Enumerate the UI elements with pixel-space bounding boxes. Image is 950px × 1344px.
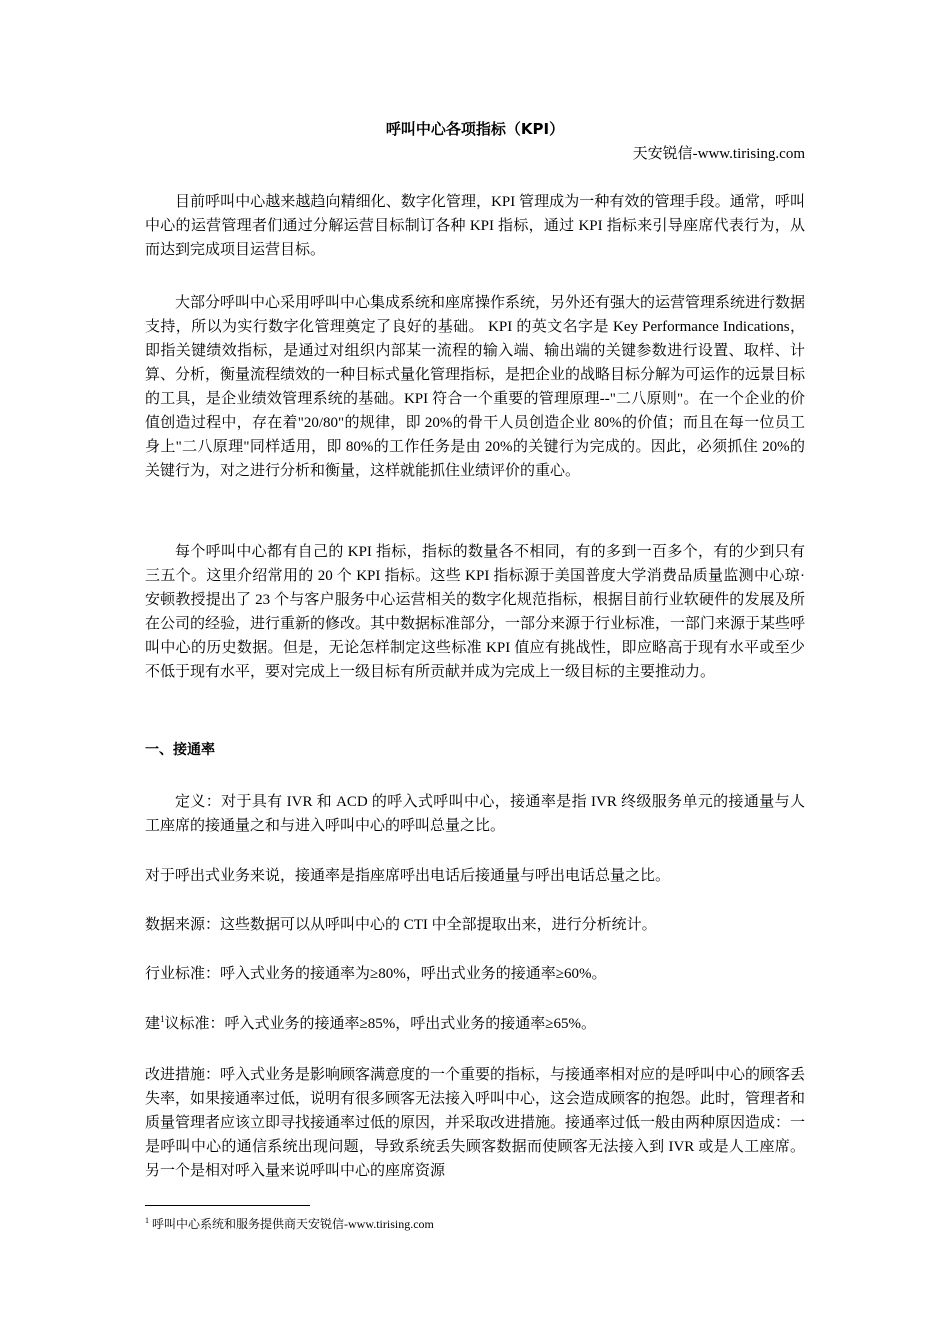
author-line: 天安锐信-www.tirising.com [632,146,805,162]
kpi-overview-paragraph: 每个呼叫中心都有自己的 KPI 指标，指标的数量各不相同，有的多到一百多个，有的少到只有三五个。这里介绍常用的 20 个 KPI 指标。这些 KPI 指标源于美国普度大学消费品质量监测中心琼·安顿教授提出了 23 个与客户服务中心运营相关的数字化规范指标，根据目前行业软硬件的发展及所在公司的经验，进行重新的修改。其中数据标准部分，一部分来源于行业标准，一部门来源于某些呼叫中心的历史数据。但是，无论怎样制定这些标准 KPI 值应有挑战性，即应略高于现有水平或至少不低于现有水平，要对完成上一级目标有所贡献并成为完成上一级目标的主要推动力。 [145,544,806,680]
suggested-standard-prefix: 建 [145,1016,161,1032]
improvement-paragraph: 改进措施：呼入式业务是影响顾客满意度的一个重要的指标，与接通率相对应的是呼叫中心的顾客丢失率，如果接通率过低，说明有很多顾客无法接入呼叫中心，这会造成顾客的抱怨。此时，管理者和质量管理者应该立即寻找接通率过低的原因，并采取改进措施。接通率过低一般由两种原因造成：一是呼叫中心的通信系统出现问题，导致系统丢失顾客数据而使顾客无法接入到 IVR 或是人工座席。另一个是相对呼入量来说呼叫中心的座席资源 [145,1067,806,1179]
suggested-standard-text: 议标准：呼入式业务的接通率≥85%，呼出式业务的接通率≥65%。 [164,1016,596,1032]
suggested-standard-paragraph [145,1012,805,1036]
footnote-text: 呼叫中心系统和服务提供商天安锐信-www.tirising.com [152,1217,434,1231]
intro-paragraph: 目前呼叫中心越来越趋向精细化、数字化管理，KPI 管理成为一种有效的管理手段。通常，呼叫中心的运营管理者们通过分解运营目标制订各种 KPI 指标，通过 KPI 指标来引导座席代表行为，从而达到完成项目运营目标。 [145,194,805,258]
footnote-reference: 1 [160,1014,165,1024]
industry-standard-paragraph: 行业标准：呼入式业务的接通率为≥80%，呼出式业务的接通率≥60%。 [145,966,607,982]
section-heading: 一、接通率 [145,742,215,758]
outbound-paragraph: 对于呼出式业务来说，接通率是指座席呼出电话后接通量与呼出电话总量之比。 [145,868,671,884]
footnote [145,1212,434,1233]
footnote-divider [145,1205,310,1206]
document-title: 呼叫中心各项指标（KPI） [385,120,565,138]
footnote-mark: 1 [145,1216,149,1225]
kpi-definition-paragraph: 大部分呼叫中心采用呼叫中心集成系统和座席操作系统，另外还有强大的运营管理系统进行数据支持，所以为实行数字化管理奠定了良好的基础。 KPI 的英文名字是 Key Performance Indications，即指关键绩效指标，是通过对组织内部某一流程的输入端、输出端的关键参数进行设置、取样、计算、分析，衡量流程绩效的一种目标式量化管理指标，是把企业的战略目标分解为可运作的远景目标的工具，是企业绩效管理系统的基础。KPI 符合一个重要的管理原理--"二八原则"。在一个企业的价值创造过程中，存在着"20/80"的规律，即 20%的骨干人员创造企业 80%的价值；而且在每一位员工身上"二八原理"同样适用，即 80%的工作任务是由 20%的关键行为完成的。因此，必须抓住 20%的关键行为，对之进行分析和衡量，这样就能抓住业绩评价的重心。 [145,295,806,479]
data-source-paragraph: 数据来源：这些数据可以从呼叫中心的 CTI 中全部提取出来，进行分析统计。 [145,917,657,933]
definition-paragraph: 定义：对于具有 IVR 和 ACD 的呼入式呼叫中心，接通率是指 IVR 终级服务单元的接通量与人工座席的接通量之和与进入呼叫中心的呼叫总量之比。 [145,794,805,834]
